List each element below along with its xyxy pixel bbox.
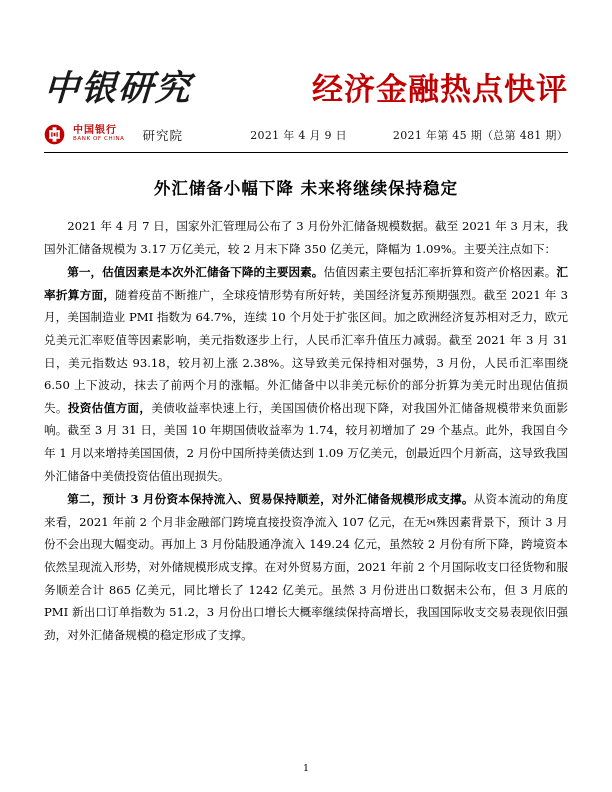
text-run: 估值因素主要包括汇率折算和资产价格因素。 bbox=[323, 265, 557, 280]
issue-date: 2021 年 4 月 9 日 bbox=[250, 128, 347, 142]
text-run: 美债收益率快速上行，美国国债价格出现下降，对我国外汇储备规模带来负面影响。截至 3 月 31 日，美国 10 年期国债收益率为 1.74，较月初增加了 29 个基点。此外，我国自今年 1 月以来增持美国国债，2 月份中国所持美债达到 1.09 万亿美元，创最近四个月新高，这导致我国外汇储备中美债投资估值出现损失。 bbox=[44, 400, 568, 483]
brand-logo-text: 中银研究 bbox=[42, 68, 194, 109]
emphasis-run: 汇率折算方面， bbox=[44, 265, 568, 302]
paragraph bbox=[44, 215, 568, 260]
report-title: 经济金融热点快评 bbox=[312, 72, 568, 108]
text-run: 从资本流动的角度来看，2021 年前 2 个月非金融部门跨境直接投资净流入 107 亿元，在无ખ殊因素背景下，预计 3 月份不会出现大幅变动。再加上 3 月份陆股通净流入 149.24 亿元，虽然较 2 月份有所下降，跨境资本依然呈现流入形势，对外储规模形成支撑。在对外贸易方面，2021 年前 2 个月国际收支口径货物和服务顺差合计 865 亿美元，同比增长了 1242 亿美元。虽然 3 月份进出口数据未公布，但 3 月底的 PMI 新出口订单指数为 51.2，3 月份出口增长大概率继续保持高增长，我国国际收支交易表现依旧强劲，对外汇储备规模的稳定形成了支撑。 bbox=[44, 492, 568, 642]
header-divider bbox=[44, 152, 568, 153]
text-run: 随着疫苗不断推广，全球疫情形势有所好转，美国经济复苏预期强烈。截至 2021 年 3 月，美国制造业 PMI 指数为 64.7%，连续 10 个月处于扩张区间。加之欧洲经济复苏相对乏力，欧元兑美元汇率贬值等因素影响，美元指数逐步上行，人民币汇率升值压力减弱。截至 2021 年 3 月 31 日，美元指数达 93.18，较月初上涨 2.38%。这导致美元保持相对强势，3 月份，人民币汇率围绕 6.50 上下波动，抹去了前两个月的涨幅。外汇储备中以非美元标价的部分折算为美元时出现估值损失。 bbox=[44, 287, 568, 415]
masthead bbox=[42, 0, 568, 109]
emphasis-run: 第二，预计 3 月份资本保持流入、贸易保持顺差，对外汇储备规模形成支撑。 bbox=[67, 492, 474, 507]
boc-name-cn: 中国银行 bbox=[73, 125, 117, 137]
paragraph bbox=[44, 261, 568, 487]
publisher-identity bbox=[44, 124, 183, 145]
emphasis-run: 第一，估值因素是本次外汇储备下降的主要因素。 bbox=[67, 265, 324, 280]
emphasis-run: 投资估值方面， bbox=[67, 400, 152, 415]
text-run: 2021 年 4 月 7 日，国家外汇管理局公布了 3 月份外汇储备规模数据。截至 2021 年 3 月末，我国外汇储备规模为 3.17 万亿美元，较 2 月末下降 350 亿美元，降幅为 1.09%。主要关注点如下： bbox=[44, 219, 568, 256]
boc-logo-icon bbox=[44, 124, 65, 145]
article-headline: 外汇储备小幅下降 未来将继续保持稳定 bbox=[153, 179, 459, 198]
issue-number: 2021 年第 45 期（总第 481 期） bbox=[392, 128, 568, 142]
paragraph bbox=[44, 488, 568, 646]
publisher-row bbox=[44, 124, 568, 152]
article-body bbox=[44, 215, 568, 646]
issue-info bbox=[250, 127, 568, 143]
boc-wordmark bbox=[73, 126, 125, 142]
institute-label: 研究院 bbox=[142, 127, 184, 143]
page-number: 1 bbox=[302, 763, 310, 774]
boc-name-en: BANK OF CHINA bbox=[73, 135, 125, 142]
